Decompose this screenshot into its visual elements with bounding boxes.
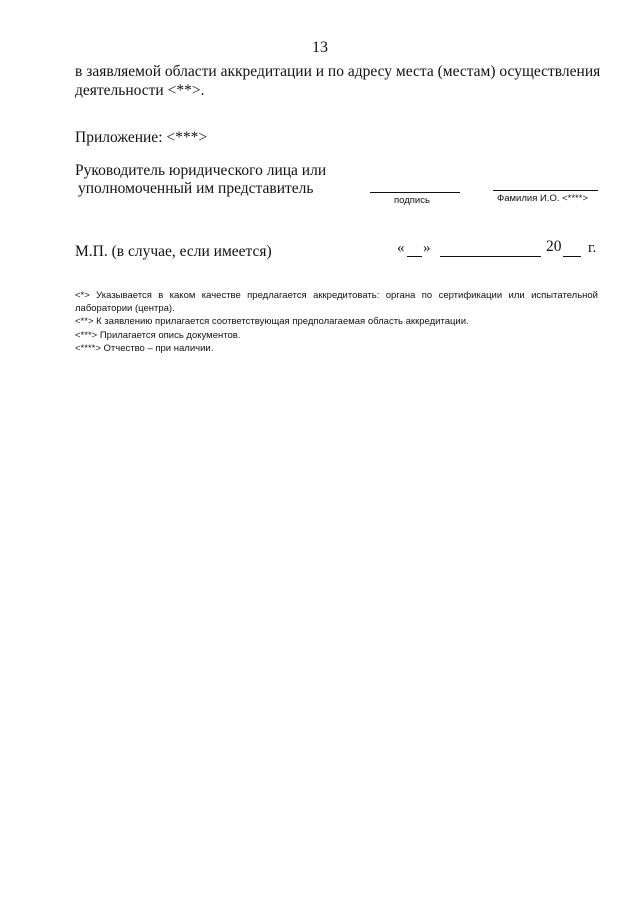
date-year-suffix: г. [588, 240, 597, 256]
date-month-blank [440, 256, 541, 257]
body-text-line-2: деятельности <**>. [75, 82, 205, 99]
date-open-quote: « [397, 240, 405, 256]
date-year-prefix: 20 [546, 238, 562, 255]
name-blank-line [493, 190, 598, 191]
body-text-line-1: в заявляемой области аккредитации и по адресу места (местам) осуществления [75, 63, 601, 80]
stamp-line: М.П. (в случае, если имеется) [75, 243, 272, 260]
signature-blank-line [370, 192, 460, 193]
signatory-title-line-2: уполномоченный им представитель [78, 180, 314, 197]
attachment-line: Приложение: <***> [75, 129, 208, 146]
footnote-2: <**> К заявлению прилагается соответствующая предполагаемая область аккредитации. [75, 316, 469, 327]
signatory-title-line-1: Руководитель юридического лица или [75, 162, 327, 179]
date-day-blank [407, 256, 422, 257]
footnote-4: <****> Отчество – при наличии. [75, 343, 214, 354]
signature-caption: подпись [394, 195, 430, 206]
date-year-blank [563, 256, 581, 257]
footnote-3: <***> Прилагается опись документов. [75, 330, 241, 341]
footnote-1: <*> Указывается в каком качестве предлагается аккредитовать: органа по сертификации или испытательной [75, 290, 598, 301]
footnote-1-continuation: лаборатории (центра). [75, 303, 175, 314]
name-caption: Фамилия И.О. <****> [497, 193, 588, 204]
date-close-quote: » [423, 240, 431, 256]
page-number: 13 [312, 39, 328, 56]
